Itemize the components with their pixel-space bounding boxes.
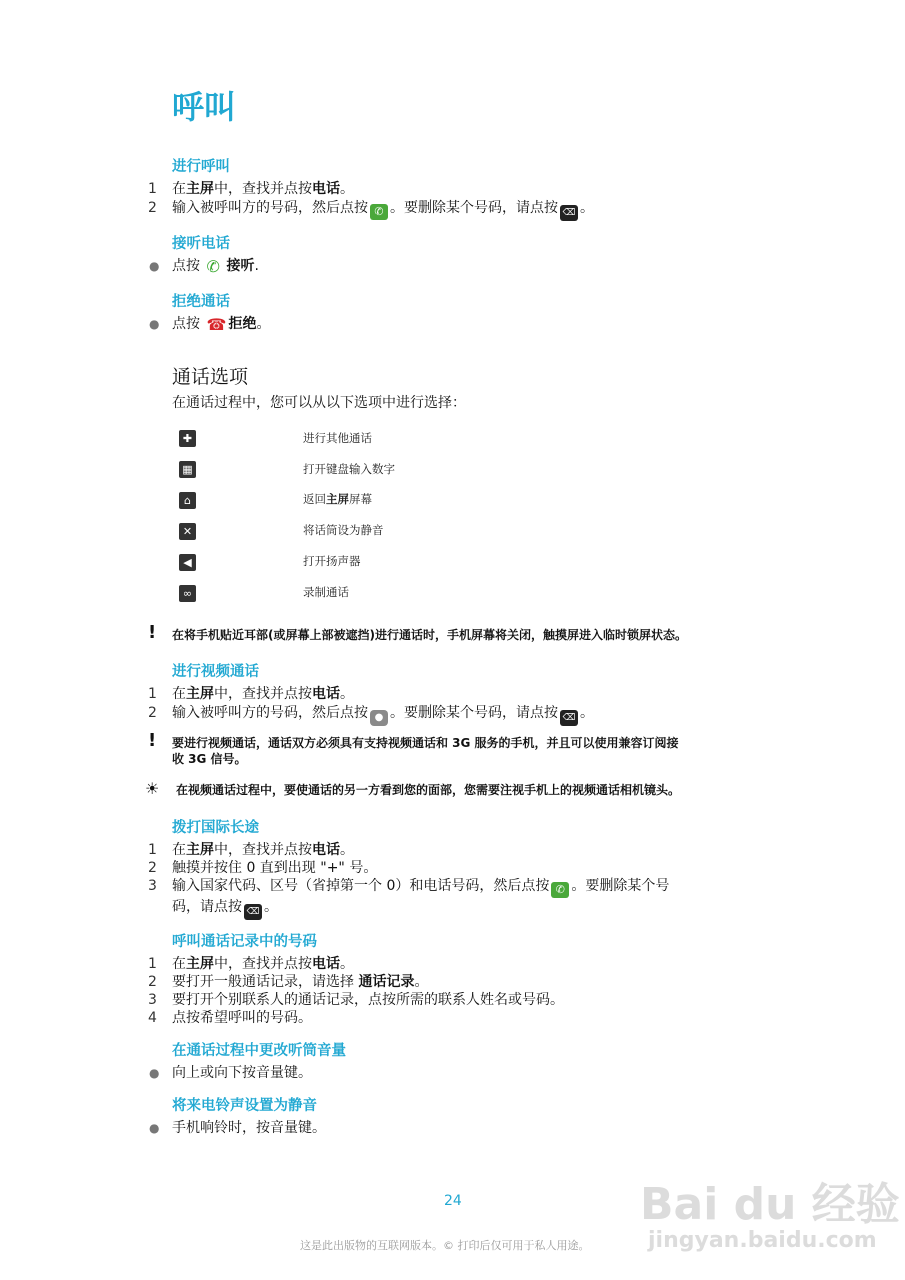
note-text: 在将手机贴近耳部(或屏幕上部被遮挡)进行通话时，手机屏幕将关闭，触摸屏进入临时锁屏状态。 [172,628,687,642]
note-text: 要进行视频通话，通话双方必须具有支持视频通话和 3G 服务的手机，并且可以使用兼容订阅接 [172,736,679,750]
step-text: 输入被呼叫方的号码，然后点按 ● 。要删除某个号码，请点按 ⌫ 。 [172,704,594,726]
delete-icon: ⌫ [244,904,262,920]
step-text: 在主屏中，查找并点按电话。 [172,181,354,197]
option-text: 录制通话 [303,585,349,599]
step-number: 1 [148,686,157,702]
section-heading-reject: 拒绝通话 [172,294,230,310]
step-text: 触摸并按住 0 直到出现 "+" 号。 [172,860,378,876]
step-text: 输入国家代码、区号（省掉第一个 0）和电话号码，然后点按 ✆ 。要删除某个号 [172,878,670,896]
step-text: 在主屏中，查找并点按电话。 [172,686,354,702]
option-text: 打开键盘输入数字 [303,462,395,476]
watermark-logo: Bai du 经验 [640,1179,900,1230]
options-intro: 在通话过程中，您可以从以下选项中进行选择： [172,395,466,411]
reject-call-icon: ☎ [206,315,227,334]
page-title: 呼叫 [172,88,237,126]
section-heading-call-log: 呼叫通话记录中的号码 [172,934,317,950]
option-text: 进行其他通话 [303,431,372,445]
section-heading-make-call: 进行呼叫 [172,159,230,175]
step-text: 输入被呼叫方的号码，然后点按 ✆ 。要删除某个号码，请点按 ⌫ 。 [172,199,594,221]
step-text: 要打开个别联系人的通话记录，点按所需的联系人姓名或号码。 [172,992,564,1008]
warning-icon: ! [148,730,157,751]
answer-call-icon: ✆ [206,257,220,276]
dialpad-icon: ▦ [179,461,196,478]
step-text: 码，请点按 ⌫ 。 [172,898,278,920]
step-number: 1 [148,842,157,858]
step-text: 要打开一般通话记录，请选择 通话记录。 [172,974,429,990]
section-heading-silence: 将来电铃声设置为静音 [172,1098,317,1114]
delete-icon: ⌫ [560,205,578,221]
step-number: 1 [148,181,157,197]
section-heading-video-call: 进行视频通话 [172,664,259,680]
section-heading-answer: 接听电话 [172,236,230,252]
bullet: ● [149,1121,160,1135]
section-heading-international: 拨打国际长途 [172,820,259,836]
step-number: 3 [148,992,157,1008]
section-heading-volume: 在通话过程中更改听筒音量 [172,1043,346,1059]
video-call-icon: ● [370,710,388,726]
option-text: 将话筒设为静音 [303,523,384,537]
option-text: 返回主屏屏幕 [303,492,372,506]
step-number: 2 [148,705,157,721]
step-text: 在主屏中，查找并点按电话。 [172,956,354,972]
silence-text: 手机响铃时，按音量键。 [172,1120,326,1136]
call-icon: ✆ [370,204,388,220]
home-icon: ⌂ [179,492,196,509]
step-number: 2 [148,200,157,216]
step-number: 2 [148,974,157,990]
watermark-url: jingyan.baidu.com [648,1228,877,1253]
answer-text: 点按 ✆ 接听. [172,257,259,276]
speaker-icon: ◀ [179,554,196,571]
warning-icon: ! [148,622,157,643]
section-heading-call-options: 通话选项 [172,366,249,388]
step-number: 1 [148,956,157,972]
bullet: ● [149,259,160,273]
bullet: ● [149,1066,160,1080]
baidu-watermark [640,1140,900,1260]
tip-icon: ☀ [145,779,160,798]
tip-text: 在视频通话过程中，要使通话的另一方看到您的面部，您需要注视手机上的视频通话相机镜头。 [176,783,681,797]
step-number: 4 [148,1010,157,1026]
option-text: 打开扬声器 [303,554,361,568]
page-number: 24 [444,1193,462,1209]
delete-icon: ⌫ [560,710,578,726]
step-text: 点按希望呼叫的号码。 [172,1010,312,1026]
note-text: 收 3G 信号。 [172,752,247,766]
volume-text: 向上或向下按音量键。 [172,1065,312,1081]
step-number: 2 [148,860,157,876]
bullet: ● [149,317,160,331]
step-text: 在主屏中，查找并点按电话。 [172,842,354,858]
mute-icon: ✕ [179,523,196,540]
step-number: 3 [148,878,157,894]
record-icon: ∞ [179,585,196,602]
reject-text: 点按 ☎ 拒绝。 [172,315,271,334]
add-call-icon: ✚ [179,430,196,447]
call-icon: ✆ [551,882,569,898]
footer-note: 这是此出版物的互联网版本。© 打印后仅可用于私人用途。 [300,1239,590,1252]
